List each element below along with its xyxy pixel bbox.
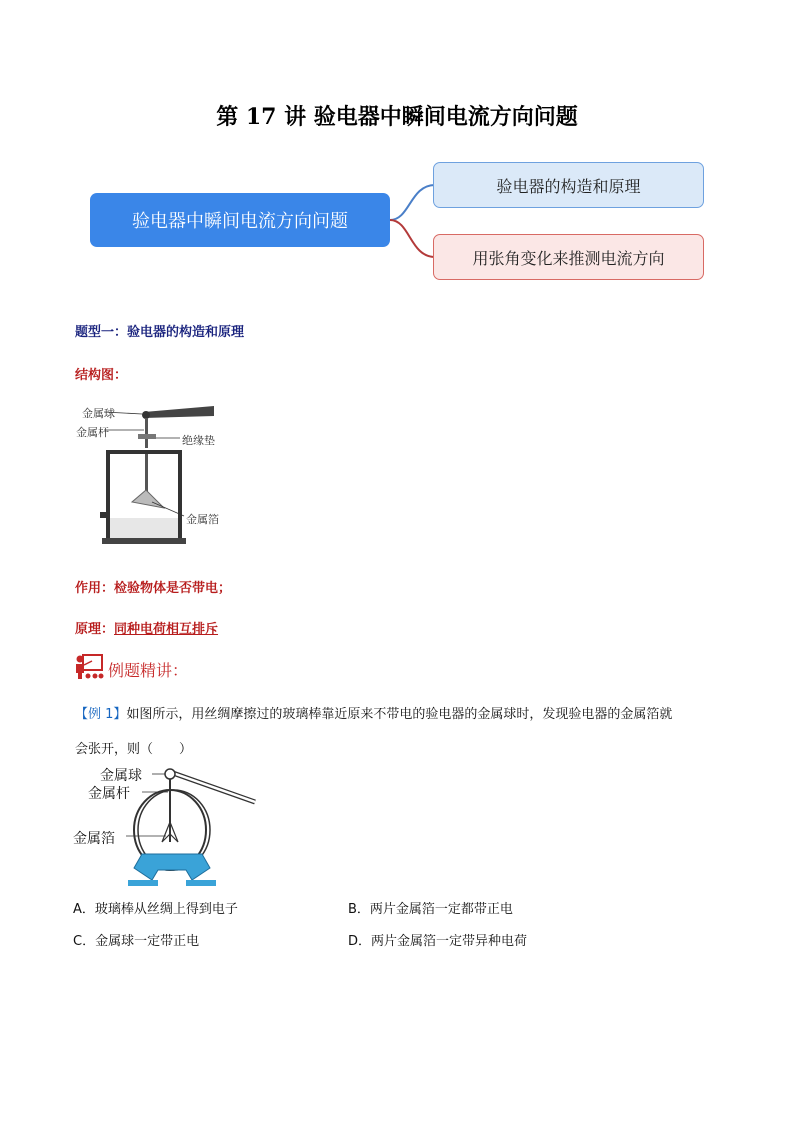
option-c: C．金属球一定带正电 (73, 934, 200, 949)
example1-question-text: 如图所示，用丝绸摩擦过的玻璃棒靠近原来不带电的验电器的金属球时，发现验电器的金属箔就 (126, 707, 673, 722)
teacher-board-icon (74, 653, 104, 681)
principle-label: 原理： (75, 622, 115, 637)
example1-tag: 【例 1】 (75, 707, 127, 722)
option-d: D．两片金属箔一定带异种电荷 (348, 934, 528, 949)
function-line (75, 577, 231, 596)
option-b: B．两片金属箔一定都带正电 (348, 902, 513, 917)
figure-label-metal-foil: 金属箔 (186, 513, 219, 526)
principle-line (75, 618, 218, 637)
example-figure-label-metal-ball: 金属球 (100, 768, 142, 784)
mindmap-root: 验电器中瞬间电流方向问题 (90, 193, 390, 247)
examples-heading: 例题精讲： (108, 661, 189, 680)
mindmap-branch-structure: 验电器的构造和原理 (433, 162, 704, 208)
page-title: 第 17 讲 验电器中瞬间电流方向问题 (216, 104, 578, 130)
principle-text: 同种电荷相互排斥 (114, 622, 219, 637)
figure-label-metal-ball: 金属球 (82, 407, 115, 420)
option-a: A．玻璃棒从丝绸上得到电子 (73, 902, 238, 917)
example1-question-line2: 会张开，则（ ） (75, 742, 193, 757)
structure-label: 结构图： (75, 368, 128, 383)
figure-label-insulating-pad: 绝缘垫 (182, 434, 215, 447)
figure-label-metal-rod: 金属杆 (76, 426, 109, 439)
function-label: 作用： (75, 581, 115, 596)
section-heading: 题型一：验电器的构造和原理 (75, 325, 245, 340)
function-text: 检验物体是否带电； (114, 581, 232, 596)
example1-question-line1 (75, 703, 735, 722)
example-figure-label-metal-rod: 金属杆 (88, 786, 130, 802)
mindmap-branch-current-direction: 用张角变化来推测电流方向 (433, 234, 704, 280)
example-figure-label-metal-foil: 金属箔 (73, 831, 115, 847)
